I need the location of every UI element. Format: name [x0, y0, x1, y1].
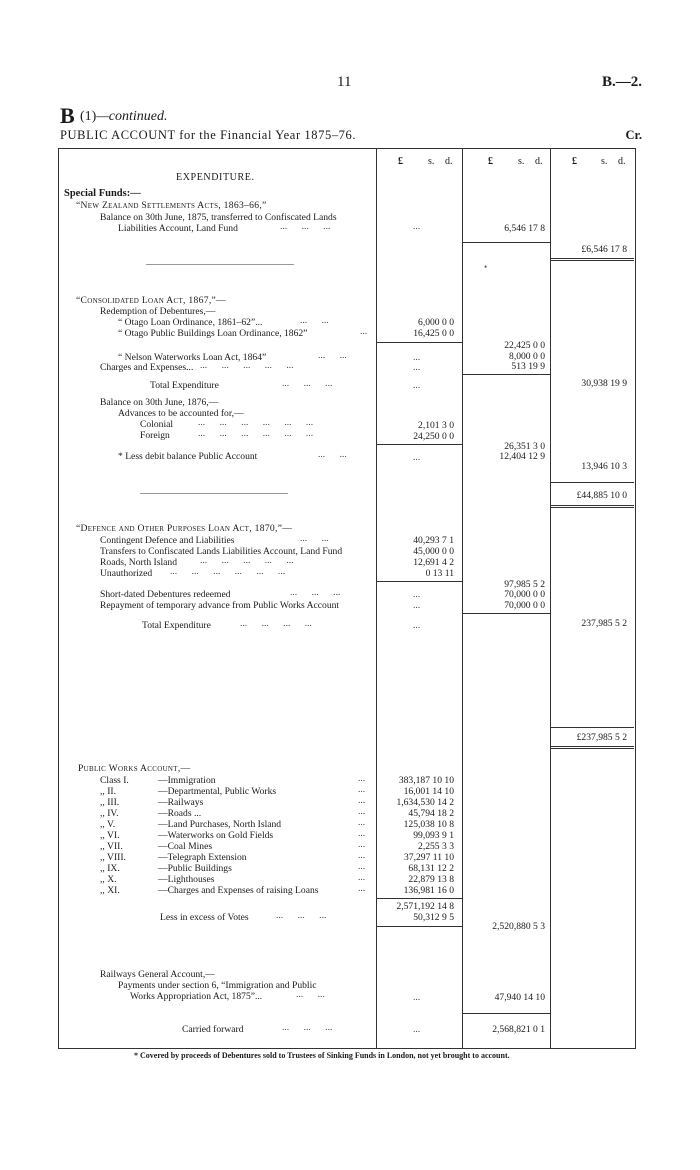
class-amount: 2,255 3 3 [418, 841, 454, 852]
col1-dots: ... [413, 380, 421, 391]
leader-dots: ... ... ... ... [240, 618, 312, 629]
rule [376, 342, 462, 343]
leader-dots: ... [360, 326, 368, 337]
consolidated-title: “Consolidated Loan Act, 1867,”— [76, 295, 226, 306]
charges-amount: 513 19 9 [511, 361, 545, 372]
class-amount: 383,187 10 10 [398, 775, 454, 786]
col1-dots: ... [413, 992, 421, 1003]
rule [462, 1013, 550, 1014]
advances-label: Advances to be accounted for,— [118, 408, 244, 419]
less-debit-label: * Less debit balance Public Account [118, 451, 258, 462]
defence-subtotal: 97,985 5 2 [504, 579, 545, 590]
col1-dots: ... [413, 600, 421, 611]
continued-label: —continued. [96, 109, 168, 124]
defence-total-label: Total Expenditure [142, 620, 211, 631]
column-rule-2 [462, 148, 463, 1048]
rule [462, 374, 550, 375]
rule [462, 242, 550, 243]
section-separator [140, 493, 288, 494]
total-expenditure-amount: 30,938 19 9 [581, 378, 627, 389]
document-reference: B.—2. [601, 74, 642, 90]
rule [376, 926, 462, 927]
defence-item-amount: 0 13 11 [425, 568, 454, 579]
class-label: —Railways [158, 797, 204, 808]
consolidated-grand-total: £44,885 10 0 [576, 490, 627, 501]
class-amount: 16,001 14 10 [403, 786, 454, 797]
class-label: —Waterworks on Gold Fields [158, 830, 274, 841]
leader-dots: ... ... ... [280, 221, 331, 232]
public-works-title: Public Works Account,— [78, 763, 191, 774]
class-number: ,, VII. [100, 841, 123, 852]
balance-label: Balance on 30th June, 1876,— [100, 397, 219, 408]
redemption-label: Redemption of Debentures,— [100, 306, 216, 317]
class-number: ,, V. [100, 819, 116, 830]
col2-pence-header: d. [535, 156, 543, 167]
footnote: * Covered by proceeds of Debentures sold to Trustees of Sinking Funds in London, not yet brought to account. [134, 1051, 510, 1060]
defence-grand-total: £237,985 5 2 [576, 732, 627, 743]
leader-dots: ... ... [318, 350, 347, 361]
otago-subtotal: 22,425 0 0 [504, 340, 545, 351]
col1-dots: ... [413, 452, 421, 463]
col3-pence-header: d. [618, 156, 626, 167]
leader-dots: ... ... ... ... ... ... [198, 428, 314, 439]
col1-dots: ... [413, 362, 421, 373]
class-label: —Telegraph Extension [158, 852, 247, 863]
less-excess-amount: 50,312 9 5 [413, 912, 454, 923]
foreign-amount: 24,250 0 0 [413, 431, 454, 442]
leader-dots: ... ... [300, 315, 329, 326]
leader-dots: ... ... ... [290, 587, 341, 598]
nz-settlements-line1: Balance on 30th June, 1875, transferred to Confiscated Lands [100, 212, 337, 223]
class-number: ,, X. [100, 874, 117, 885]
railways-amount: 47,940 14 10 [494, 992, 545, 1003]
otago-buildings-label: “ Otago Public Buildings Loan Ordinance, 1862” [118, 328, 308, 339]
railways-line1: Payments under section 6, “Immigration and Public [118, 980, 317, 991]
short-dated-label: Short-dated Debentures redeemed [100, 589, 231, 600]
col2-pound-header: £ [488, 156, 493, 167]
class-amount: 37,297 11 10 [403, 852, 454, 863]
nelson-label: “ Nelson Waterworks Loan Act, 1864” [118, 352, 267, 363]
colonial-label: Colonial [140, 419, 174, 430]
defence-item-amount: 40,293 7 1 [413, 535, 454, 546]
leader-dots: ... ... ... ... ... ... [198, 417, 314, 428]
class-number: Class I. [100, 775, 129, 786]
rule [376, 444, 462, 445]
expenditure-heading: EXPENDITURE. [176, 172, 255, 183]
section-letter: B [60, 103, 75, 128]
advances-subtotal: 26,351 3 0 [504, 441, 545, 452]
col3-shilling-header: s. [601, 156, 608, 167]
leader-dots: ... ... ... [282, 378, 333, 389]
short-dated-amount: 70,000 0 0 [504, 589, 545, 600]
class-label: —Public Buildings [158, 863, 232, 874]
leader-dots: ... ... ... ... ... ... [170, 566, 286, 577]
col1-dots: ... [413, 221, 421, 232]
nz-settlements-total: £6,546 17 8 [581, 244, 627, 255]
less-excess-label: Less in excess of Votes [160, 912, 249, 923]
col3-pound-header: £ [572, 156, 577, 167]
otago-loan-label: “ Otago Loan Ordinance, 1861–62”... [118, 317, 263, 328]
railways-line2: Works Appropriation Act, 1875”... [130, 991, 263, 1002]
col1-dots: ... [413, 589, 421, 600]
defence-title: “Defence and Other Purposes Loan Act, 1870,”— [76, 523, 293, 534]
class-number: ,, IX. [100, 863, 120, 874]
column-rule-1 [376, 148, 377, 1048]
rule [376, 581, 462, 582]
class-amount: 22,879 13 8 [408, 874, 454, 885]
col1-dots: ... [413, 352, 421, 363]
class-amount: 125,038 10 8 [403, 819, 454, 830]
class-amount: 1,634,530 14 2 [396, 797, 454, 808]
column-rule-3 [550, 148, 551, 1048]
double-rule [550, 258, 634, 261]
credit-side-label: Cr. [625, 128, 642, 142]
defence-item-label: Roads, North Island [100, 557, 178, 568]
railways-title: Railways General Account,— [100, 969, 215, 980]
class-label: —Roads ... [158, 808, 202, 819]
section-number: (1) [80, 109, 97, 124]
otago-buildings-amount: 16,425 0 0 [413, 328, 454, 339]
rule [376, 898, 462, 899]
page-subtitle: PUBLIC ACCOUNT for the Financial Year 1875–76. [60, 128, 357, 142]
leader-dots: ... ... [300, 533, 329, 544]
otago-loan-amount: 6,000 0 0 [418, 317, 454, 328]
public-works-sum: 2,571,192 14 8 [396, 901, 454, 912]
leader-dots: ... ... ... [276, 910, 327, 921]
class-label: —Coal Mines [158, 841, 213, 852]
leader-dots: ... ... [318, 449, 347, 460]
class-label: —Immigration [158, 775, 216, 786]
nz-settlements-amount: 6,546 17 8 [504, 223, 545, 234]
col1-pence-header: d. [445, 156, 453, 167]
class-number: ,, IV. [100, 808, 119, 819]
carried-forward-amount: 2,568,821 0 1 [492, 1024, 545, 1035]
class-label: —Land Purchases, North Island [158, 819, 282, 830]
col1-pound-header: £ [398, 156, 403, 167]
section-separator [146, 264, 294, 265]
class-number: ,, II. [100, 786, 116, 797]
defence-total-amount: 237,985 5 2 [581, 618, 627, 629]
class-amount: 136,981 16 0 [403, 885, 454, 896]
class-label: —Departmental, Public Works [158, 786, 277, 797]
defence-item-label: Unauthorized [100, 568, 153, 579]
nz-settlements-title: “New Zealand Settlements Acts, 1863–66,” [76, 200, 267, 211]
stray-mark: • [484, 262, 488, 272]
double-rule [550, 746, 634, 749]
double-rule [550, 505, 634, 508]
defence-item-label: Transfers to Confiscated Lands Liabilities Account, Land Fund [100, 546, 343, 557]
col2-shilling-header: s. [518, 156, 525, 167]
page-number: 11 [337, 74, 352, 90]
repayment-amount: 70,000 0 0 [504, 600, 545, 611]
nelson-amount: 8,000 0 0 [509, 351, 545, 362]
defence-item-amount: 45,000 0 0 [413, 546, 454, 557]
class-amount: 68,131 12 2 [408, 863, 454, 874]
net-balance-amount: 13,946 10 3 [581, 461, 627, 472]
special-funds-heading: Special Funds:— [64, 188, 141, 199]
leader-dots: ... ... ... [282, 1022, 333, 1033]
class-label: —Charges and Expenses of raising Loans [158, 885, 319, 896]
rule [462, 613, 550, 614]
class-label: —Lighthouses [158, 874, 215, 885]
foreign-label: Foreign [140, 430, 170, 441]
total-expenditure-label: Total Expenditure [150, 380, 219, 391]
class-number: ,, XI. [100, 885, 120, 896]
defence-item-amount: 12,691 4 2 [413, 557, 454, 568]
col1-shilling-header: s. [428, 156, 435, 167]
carried-forward-label: Carried forward [182, 1024, 244, 1035]
rule [550, 482, 634, 483]
repayment-label: Repayment of temporary advance from Public Works Account [100, 600, 340, 611]
class-number: ,, VI. [100, 830, 120, 841]
less-debit-amount: 12,404 12 9 [499, 451, 545, 462]
public-works-net: 2,520,880 5 3 [492, 921, 545, 932]
leader-dots: ... ... ... ... ... [200, 360, 294, 371]
charges-label: Charges and Expenses... [100, 362, 194, 373]
class-amount: 45,794 18 2 [408, 808, 454, 819]
class-number: ,, VIII. [100, 852, 126, 863]
colonial-amount: 2,101 3 0 [418, 420, 454, 431]
col1-dots: ... [413, 620, 421, 631]
section-continued [80, 109, 167, 125]
col1-dots: ... [413, 1024, 421, 1035]
rule [550, 727, 634, 728]
nz-settlements-line2: Liabilities Account, Land Fund [118, 223, 238, 234]
class-leader-dots: ... ... ... ... ... ... ... ... ... ... ... [358, 773, 366, 894]
leader-dots: ... ... [296, 989, 325, 1000]
class-amount: 99,093 9 1 [413, 830, 454, 841]
leader-dots: ... ... ... ... ... [200, 555, 294, 566]
defence-item-label: Contingent Defence and Liabilities [100, 535, 235, 546]
class-number: ,, III. [100, 797, 120, 808]
